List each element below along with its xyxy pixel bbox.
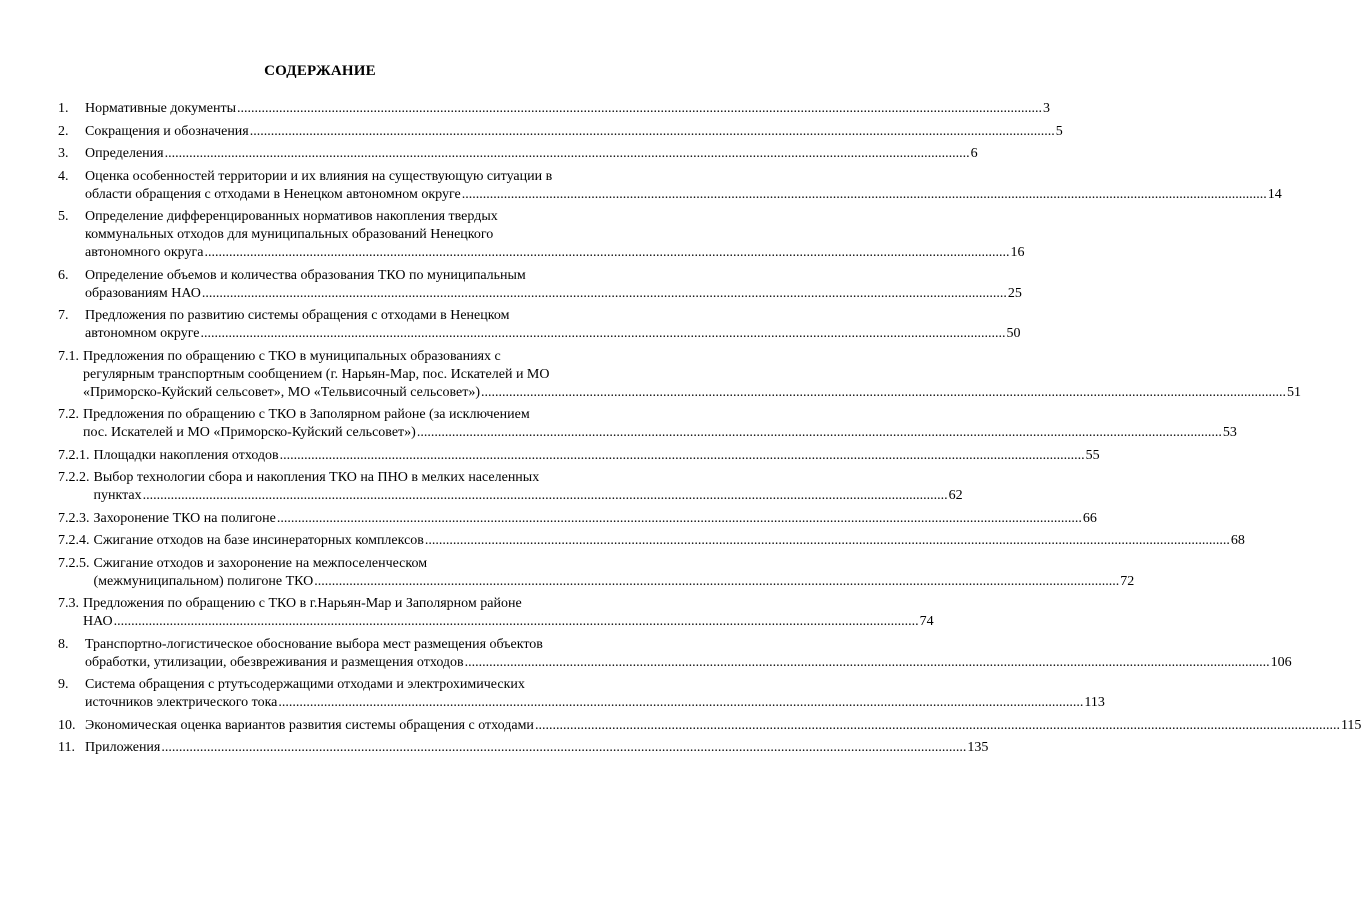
toc-page-number: 115 (1340, 717, 1361, 733)
toc-entry (58, 636, 1292, 672)
toc-entry-last-line (85, 145, 978, 163)
dot-leader (200, 325, 1005, 343)
dot-leader (278, 694, 1083, 712)
toc-entry-row (58, 100, 1050, 118)
toc-entry-text (83, 406, 1237, 442)
toc-entry (58, 100, 1050, 118)
toc-entry-line: Транспортно-логистическое обоснование выбора мест размещения объектов (85, 636, 543, 652)
page-title: СОДЕРЖАНИЕ (264, 63, 376, 79)
toc-entry-title: образованиям НАО (85, 285, 201, 301)
toc-entry-number: 11. (58, 740, 75, 755)
toc-entry-number: 3. (58, 146, 69, 161)
toc-entry-number: 2. (58, 123, 69, 139)
toc-entry-line: коммунальных отходов для муниципальных образований Ненецкого (85, 227, 494, 242)
toc-page-number: 50 (1006, 326, 1021, 341)
toc-entry-number: 7. (58, 308, 69, 323)
toc-entry (58, 123, 1063, 141)
dot-leader (277, 510, 1082, 528)
toc-entry-title: Приложения (85, 740, 161, 755)
toc-entry-last-line (85, 717, 1361, 735)
toc-entry-title: НАО (83, 614, 113, 629)
toc-entry-number: 7.2. (58, 407, 79, 422)
toc-entry-last-line (83, 613, 934, 631)
toc-entry-number: 7.1. (58, 348, 79, 364)
toc-entry-row (58, 447, 1100, 465)
toc-entry (58, 447, 1100, 465)
toc-entry-last-line (85, 123, 1063, 141)
toc-entry-row (58, 267, 1022, 303)
toc-entry-number: 7.2.3. (58, 510, 90, 526)
toc-entry-text (83, 348, 1301, 402)
dot-leader (425, 532, 1230, 550)
toc-entry-row (58, 555, 1135, 591)
toc-entry (58, 168, 1282, 204)
toc-entry-text (85, 168, 1282, 204)
toc-entry-number: 10. (58, 717, 76, 733)
toc-entry-line: Предложения по обращению с ТКО в Заполярном районе (за исключением (83, 407, 530, 422)
toc-entry-last-line (94, 573, 1135, 591)
table-of-contents (58, 100, 1361, 762)
toc-page-number: 53 (1222, 425, 1237, 440)
toc-entry-text (94, 469, 963, 505)
toc-entry-number: 9. (58, 677, 69, 692)
toc-entry-last-line (85, 739, 988, 757)
dot-leader (161, 739, 966, 757)
toc-page-number: 106 (1270, 654, 1292, 670)
toc-entry-text (94, 510, 1097, 528)
toc-entry-text (85, 208, 1024, 262)
toc-entry-row (58, 208, 1025, 262)
dot-leader (237, 100, 1042, 118)
toc-entry-number: 4. (58, 168, 69, 184)
toc-entry (58, 739, 989, 757)
toc-entry-line: Система обращения с ртутьсодержащими отходами и электрохимических (85, 677, 525, 692)
dot-leader (114, 613, 919, 631)
toc-entry-last-line (94, 447, 1100, 465)
toc-entry-number: 7.3. (58, 596, 79, 611)
toc-page-number: 25 (1007, 285, 1022, 301)
dot-leader (465, 654, 1270, 672)
toc-entry-title: «Приморско-Куйский сельсовет», МО «Тельвисочный сельсовет») (83, 384, 481, 400)
toc-entry-last-line (85, 186, 1282, 204)
toc-entry-row (58, 145, 978, 163)
toc-entry-row (58, 348, 1302, 402)
toc-entry-title: Определения (85, 146, 164, 161)
dot-leader (417, 424, 1222, 442)
toc-entry-number: 1. (58, 101, 69, 116)
toc-entry-line: Выбор технологии сбора и накопления ТКО на ПНО в мелких населенных (93, 470, 540, 485)
toc-page-number: 14 (1267, 186, 1282, 202)
toc-entry-last-line (94, 487, 963, 505)
toc-entry (58, 717, 1361, 735)
toc-entry-title: Сжигание отходов на базе инсинераторных комплексов (93, 533, 424, 548)
toc-page-number: 6 (970, 146, 978, 161)
toc-page-number: 74 (919, 614, 934, 629)
toc-page-number: 62 (948, 488, 963, 503)
toc-entry-last-line (85, 654, 1292, 672)
toc-entry-title: Экономическая оценка вариантов развития системы обращения с отходами (85, 717, 534, 733)
toc-entry (58, 510, 1097, 528)
toc-entry (58, 555, 1135, 591)
toc-page-number: 135 (967, 740, 989, 755)
toc-entry-number: 7.2.4. (58, 533, 90, 548)
dot-leader (165, 145, 970, 163)
toc-entry-text (83, 595, 934, 631)
toc-entry-title: области обращения с отходами в Ненецком автономном округе (85, 186, 461, 202)
toc-page-number: 3 (1042, 101, 1050, 116)
dot-leader (314, 573, 1119, 591)
toc-page-number: 51 (1287, 384, 1302, 400)
toc-entry-row (58, 406, 1237, 442)
toc-entry (58, 267, 1022, 303)
toc-entry-line: Оценка особенностей территории и их влияния на существующую ситуации в (85, 168, 553, 184)
toc-entry-title: (межмуниципальном) полигоне ТКО (93, 573, 314, 589)
toc-entry-title: автономном округе (85, 326, 200, 341)
dot-leader (143, 487, 948, 505)
toc-entry (58, 469, 963, 505)
toc-entry-number: 7.2.5. (58, 555, 90, 571)
toc-entry (58, 532, 1245, 550)
toc-entry-number: 5. (58, 209, 69, 224)
toc-page-number: 113 (1084, 695, 1105, 710)
toc-entry-number: 7.2.2. (58, 470, 90, 485)
toc-entry-line: Определение объемов и количества образования ТКО по муниципальным (85, 267, 526, 283)
toc-entry-text (85, 145, 978, 163)
toc-entry-text (85, 267, 1022, 303)
toc-page-number: 5 (1055, 123, 1063, 139)
toc-entry (58, 406, 1237, 442)
toc-entry-last-line (85, 285, 1022, 303)
toc-entry-title: пос. Искателей и МО «Приморско-Куйский сельсовет») (83, 425, 416, 440)
toc-entry-last-line (85, 100, 1050, 118)
toc-page-number: 68 (1230, 533, 1245, 548)
toc-entry-title: Нормативные документы (85, 101, 236, 116)
toc-entry-last-line (94, 532, 1245, 550)
toc-entry-number: 8. (58, 636, 69, 652)
toc-entry (58, 348, 1302, 402)
toc-entry-text (94, 447, 1100, 465)
toc-entry-row (58, 595, 934, 631)
toc-entry-line: Предложения по обращению с ТКО в г.Нарьян-Мар и Заполярном районе (83, 596, 522, 611)
dot-leader (462, 186, 1267, 204)
dot-leader (250, 123, 1055, 141)
toc-page-number: 72 (1120, 573, 1135, 589)
toc-entry-title: Сокращения и обозначения (85, 123, 249, 139)
toc-page-number: 66 (1082, 510, 1097, 526)
toc-entry-text (94, 555, 1135, 591)
dot-leader (280, 447, 1085, 465)
toc-entry-text (85, 100, 1050, 118)
toc-entry (58, 307, 1021, 343)
toc-entry-text (85, 123, 1063, 141)
toc-page-number: 16 (1010, 245, 1025, 260)
toc-entry-title: источников электрического тока (85, 695, 278, 710)
toc-entry-line: Предложения по обращению с ТКО в муниципальных образованиях с (83, 348, 501, 364)
toc-entry-row (58, 532, 1245, 550)
toc-entry-title: автономного округа (85, 245, 204, 260)
toc-entry-text (85, 676, 1105, 712)
dot-leader (204, 244, 1009, 262)
toc-entry-text (85, 307, 1020, 343)
toc-entry-title: обработки, утилизации, обезвреживания и размещения отходов (85, 654, 464, 670)
toc-entry-last-line (83, 384, 1301, 402)
toc-entry-last-line (85, 244, 1024, 262)
toc-entry-line: Предложения по развитию системы обращения с отходами в Ненецком (85, 308, 510, 323)
toc-entry-text (85, 739, 988, 757)
toc-entry-line: Сжигание отходов и захоронение на межпоселенческом (93, 555, 428, 571)
toc-entry-row (58, 307, 1021, 343)
toc-entry-line: Определение дифференцированных нормативов накопления твердых (85, 209, 498, 224)
toc-entry-row (58, 636, 1292, 672)
toc-entry-row (58, 168, 1282, 204)
toc-entry-last-line (85, 694, 1105, 712)
toc-entry-number: 6. (58, 267, 69, 283)
toc-entry-row (58, 123, 1063, 141)
toc-entry-row (58, 510, 1097, 528)
toc-entry-number: 7.2.1. (58, 447, 90, 463)
toc-entry (58, 208, 1025, 262)
toc-entry-title: Захоронение ТКО на полигоне (93, 510, 276, 526)
dot-leader (202, 285, 1007, 303)
toc-entry-row (58, 739, 989, 757)
toc-entry-last-line (85, 325, 1020, 343)
toc-entry-text (85, 717, 1361, 735)
toc-entry (58, 145, 978, 163)
toc-entry-row (58, 717, 1361, 735)
toc-entry-text (85, 636, 1292, 672)
toc-page-number: 55 (1085, 447, 1100, 463)
toc-entry-last-line (94, 510, 1097, 528)
toc-entry-line: регулярным транспортным сообщением (г. Нарьян-Мар, пос. Искателей и МО (83, 366, 550, 382)
toc-entry-row (58, 676, 1105, 712)
toc-entry (58, 676, 1105, 712)
toc-entry-title: пунктах (93, 488, 142, 503)
toc-entry-last-line (83, 424, 1237, 442)
toc-entry-row (58, 469, 963, 505)
toc-entry-text (94, 532, 1245, 550)
dot-leader (481, 384, 1286, 402)
toc-entry (58, 595, 934, 631)
toc-entry-title: Площадки накопления отходов (93, 447, 279, 463)
dot-leader (535, 717, 1340, 735)
